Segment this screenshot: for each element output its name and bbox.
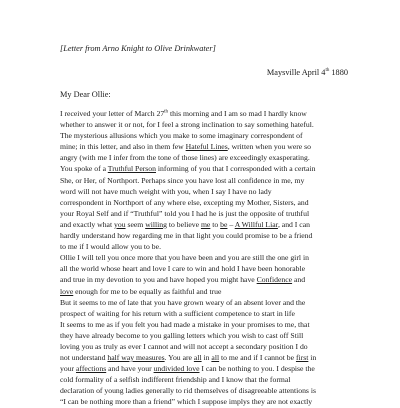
line-text: to believe <box>166 219 201 229</box>
letter-line <box>60 308 360 319</box>
line-text: It seems to me as if you felt you had made a mistake in your promises to me, that <box>60 319 310 329</box>
letter-line <box>60 352 360 363</box>
underlined-phrase: be <box>220 219 228 229</box>
underlined-phrase: love <box>60 286 74 296</box>
underlined-phrase: all <box>193 353 202 363</box>
underlined-phrase: first <box>295 353 309 363</box>
line-text: and exactly what <box>60 219 115 229</box>
line-text: and have your <box>106 364 154 374</box>
line-text: The mysterious allusions which you make to some imaginary correspondent of <box>60 131 303 141</box>
line-text: Ollie I will tell you once more that you have been and you are still the one girl in <box>60 253 309 263</box>
line-text: your Royal Self and if “Truthful” told you I had he is just the opposite of truthful <box>60 208 310 218</box>
letter-line <box>60 363 360 374</box>
line-text: whether to answer it or not, for I feel a strong inclination to say something hateful. <box>60 120 314 130</box>
line-text: angry (with me I infer from the tone of those lines) are exceedingly exasperating. <box>60 153 310 163</box>
dateline-ordinal: th <box>325 68 330 74</box>
underlined-phrase: Truthful Person <box>107 164 156 174</box>
letter-line <box>60 241 360 252</box>
line-text: seem <box>125 219 146 229</box>
letter-line <box>60 186 360 197</box>
underlined-phrase: me <box>200 219 211 229</box>
line-text: informing of you that I corresponded with a certain <box>155 164 316 174</box>
line-text: your <box>60 364 77 374</box>
letter-line <box>60 341 360 352</box>
letter-line <box>60 152 360 163</box>
underlined-phrase: Confidence <box>256 275 293 285</box>
underlined-phrase: willing <box>145 219 167 229</box>
dateline-year: 1880 <box>329 68 348 77</box>
underlined-phrase: Hateful Lines <box>185 142 228 152</box>
line-text: to me and if I cannot be <box>219 353 296 363</box>
letter-line <box>60 141 360 152</box>
line-text: in <box>201 353 212 363</box>
dateline-place-date: Maysville April 4 <box>266 68 326 77</box>
line-text: . You are <box>164 353 194 363</box>
line-text: “I can be nothing more than a friend” which I suppose implys they are not exactly <box>60 397 313 407</box>
header-note-text: [Letter from Arno Knight to Olive Drinkwater] <box>60 44 216 53</box>
line-text: in <box>308 353 317 363</box>
letter-line <box>60 286 360 297</box>
line-text: they have already become to you galling letters which you wish to cast off Still <box>60 330 304 340</box>
line-text: correspondent in Northport of any where else, excepting my Mother, Sisters, and <box>60 197 309 207</box>
line-text: You spoke of a <box>60 164 108 174</box>
letter-line <box>60 330 360 341</box>
line-text: enough for me to be equally as faithful and true <box>73 286 222 296</box>
header-note <box>60 44 216 53</box>
letter-line <box>60 197 360 208</box>
line-text: But it seems to me of late that you have grown weary of an absent lover and the <box>60 297 306 307</box>
letter-line <box>60 274 360 285</box>
line-text: hardly understand how regarding me in that light you could promise to be a friend <box>60 231 313 241</box>
line-text: declaration of young ladies generally to rid themselves of disagreeable attentions is <box>60 386 316 396</box>
letter-line <box>60 319 360 330</box>
letter-line <box>60 119 360 130</box>
line-text: I received your letter of March 27 <box>60 109 165 118</box>
line-text: cold formality of a selfish indifferent friendship and I know that the formal <box>60 375 291 385</box>
line-text: , and I can <box>277 219 310 229</box>
underlined-phrase: undivided love <box>153 364 200 374</box>
letter-line <box>60 230 360 241</box>
letter-line <box>60 163 360 174</box>
letter-line <box>60 175 360 186</box>
line-text: loving you as truly as ever I cannot and will not accept a secondary position I do <box>60 341 308 351</box>
line-text: to me if I would allow you to be. <box>60 242 161 252</box>
letter-line <box>60 297 360 308</box>
letter-body <box>60 108 360 408</box>
line-text: I can be nothing to you. I despise the <box>199 364 315 374</box>
letter-line <box>60 385 360 396</box>
underlined-phrase: all <box>211 353 220 363</box>
line-text: this morning and I am so mad I hardly know <box>168 109 307 118</box>
underlined-phrase: half way measures <box>107 353 165 363</box>
dateline <box>267 68 348 77</box>
letter-line <box>60 130 360 141</box>
line-text: prospect of waiting for his return with a sufficient competence to start in life <box>60 308 295 318</box>
line-text: , written when you were so <box>227 142 311 152</box>
line-text: not understand <box>60 353 108 363</box>
salutation: My Dear Ollie: <box>60 90 111 99</box>
line-text: all the world whose heart and love I care to win and hold I have been honorable <box>60 264 306 274</box>
letter-line <box>60 108 360 119</box>
line-text: and <box>292 275 306 285</box>
letter-line <box>60 374 360 385</box>
line-text: She, or Her, of Northport. Perhaps since you have lost all confidence in me, my <box>60 175 305 185</box>
line-text: – <box>227 219 235 229</box>
line-text: and true in my devotion to you and have hoped you might have <box>60 275 257 285</box>
line-text: word will not have much weight with you, when I say I have no lady <box>60 186 272 196</box>
underlined-phrase: affections <box>76 364 107 374</box>
letter-line <box>60 219 360 230</box>
letter-line <box>60 396 360 407</box>
line-text: to <box>210 219 221 229</box>
letter-line <box>60 252 360 263</box>
underlined-phrase: A Willful Liar <box>234 219 278 229</box>
ordinal-suffix: th <box>164 109 169 115</box>
underlined-phrase: you <box>114 219 126 229</box>
line-text: mine; in this letter, and also in them few <box>60 142 186 152</box>
letter-line <box>60 208 360 219</box>
letter-line <box>60 263 360 274</box>
